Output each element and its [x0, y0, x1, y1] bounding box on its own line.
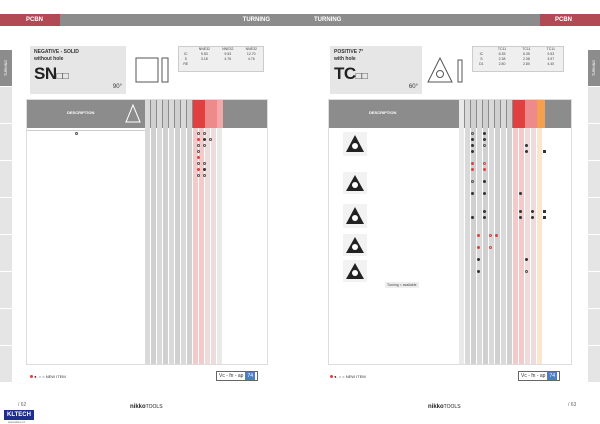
right-spec-table: TC11 TC11 TC11 IC 6.35 6.35 9.53 S 2.38 2.38 3.97 D1 2.80 2.80 4.40 — [472, 46, 564, 72]
right-page — [300, 0, 600, 424]
side-tab[interactable] — [588, 272, 600, 308]
right-angle: 60° — [408, 84, 418, 90]
table-row — [329, 148, 571, 154]
right-title-line2: with hole — [334, 56, 356, 62]
website: www.kltec.cz — [8, 420, 26, 424]
side-tab[interactable] — [0, 235, 12, 271]
right-cutting-data-link[interactable]: Vc - fn - ap 74 — [518, 371, 560, 381]
kltech-logo: KLTECH — [4, 410, 34, 420]
side-tab[interactable] — [0, 346, 12, 382]
side-tab[interactable] — [588, 198, 600, 234]
square-insert-icon — [130, 48, 174, 92]
right-product-grid — [328, 99, 572, 365]
table-row — [329, 190, 571, 196]
left-header-left: PCBN — [26, 17, 44, 23]
table-row — [329, 256, 571, 262]
left-title-block — [30, 46, 126, 94]
right-description-label: DESCRIPTION — [369, 110, 397, 115]
side-tab[interactable] — [588, 161, 600, 197]
side-tab[interactable] — [588, 346, 600, 382]
left-insert-code: SN□□ — [34, 64, 69, 83]
left-spec-table: NNE32 NNE32 NNE32 IC 9.53 9.53 12.70 S 3.18 4.76 4.76 RE — [178, 46, 264, 72]
side-tab[interactable] — [588, 309, 600, 345]
right-header-left: TURNING — [314, 17, 342, 23]
nikko-logo: nikkoTOOLS — [130, 404, 163, 410]
right-page-number: / 63 — [568, 402, 577, 408]
side-tab-turning[interactable]: TURNING — [588, 50, 600, 86]
table-row — [329, 214, 571, 220]
right-legend: ●, ○ = NEW ITEM — [330, 374, 366, 379]
table-row — [27, 172, 267, 178]
triangle-insert-icon — [424, 48, 468, 92]
left-title-line1: NEGATIVE - SOLID — [34, 49, 79, 55]
right-side-tabs — [588, 50, 600, 383]
nikko-logo: nikkoTOOLS — [428, 404, 461, 410]
left-angle: 90° — [112, 84, 122, 90]
table-row — [329, 268, 571, 274]
table-row — [329, 232, 571, 238]
left-title-line2: without hole — [34, 56, 64, 62]
side-tab-turning[interactable]: TURNING — [0, 50, 12, 86]
left-cutting-data-link[interactable]: Vc - fn - ap 74 — [216, 371, 258, 381]
right-insert-code: TC□□ — [334, 64, 368, 83]
left-description-label: DESCRIPTION — [67, 110, 95, 115]
side-tab[interactable] — [588, 124, 600, 160]
left-page-number: / 62 — [18, 402, 27, 408]
side-tab[interactable] — [0, 272, 12, 308]
left-header-bar — [0, 14, 300, 26]
side-tab[interactable] — [0, 309, 12, 345]
table-row — [329, 166, 571, 172]
side-tab[interactable] — [0, 87, 12, 123]
side-tab[interactable] — [588, 235, 600, 271]
left-legend: ●, ○ = NEW ITEM — [30, 374, 66, 379]
side-tab[interactable] — [0, 198, 12, 234]
right-title-block — [330, 46, 422, 94]
insert-outline-icon — [123, 102, 143, 126]
side-tab[interactable] — [0, 161, 12, 197]
left-product-grid — [26, 99, 268, 365]
right-header-title: PCBN — [554, 17, 572, 23]
turning-note: Turning = available — [387, 283, 417, 287]
side-tab[interactable] — [588, 87, 600, 123]
table-row — [329, 244, 571, 250]
right-title-line1: POSITIVE 7° — [334, 49, 364, 55]
side-tab[interactable] — [0, 124, 12, 160]
left-side-tabs — [0, 50, 12, 383]
left-header-title: TURNING — [242, 17, 270, 23]
table-row — [329, 178, 571, 184]
right-header-bar — [300, 14, 600, 26]
